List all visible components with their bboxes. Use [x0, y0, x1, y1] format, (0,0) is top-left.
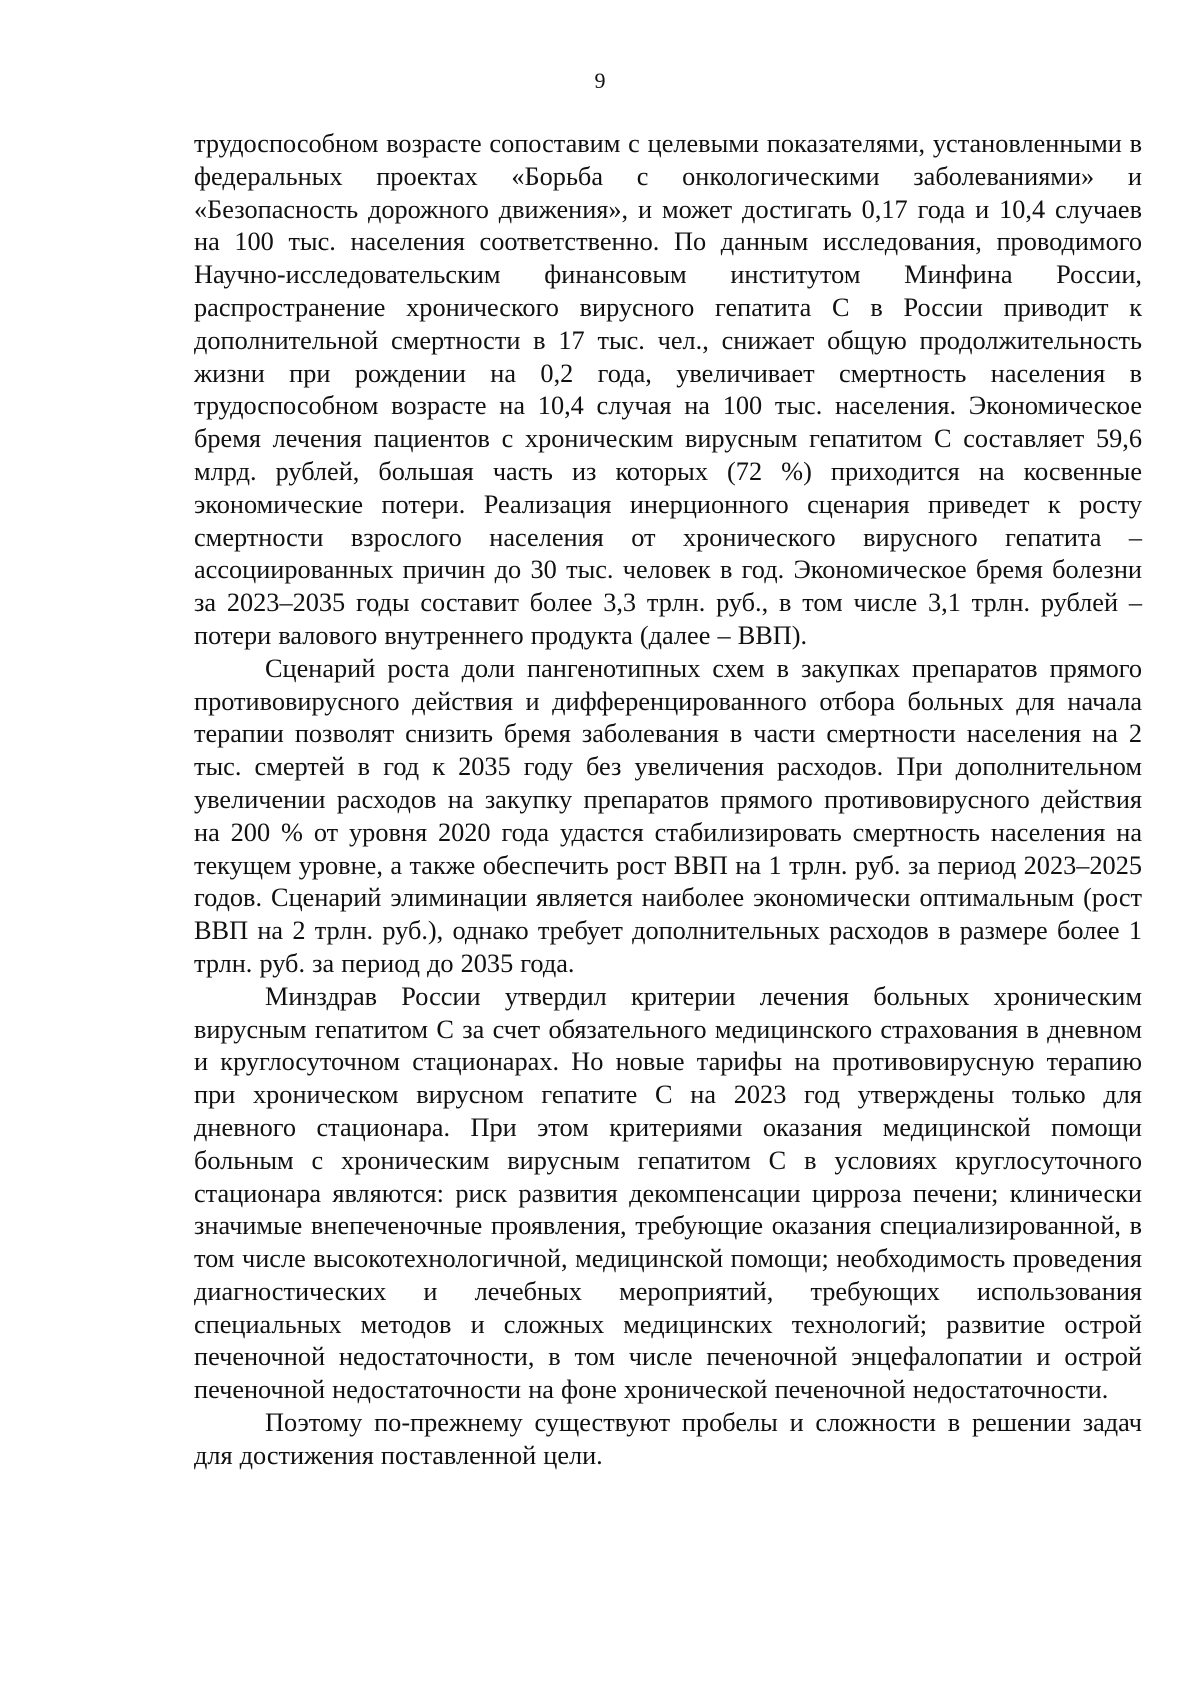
paragraph-continuation: трудоспособном возрасте сопоставим с целевыми показателями, установленными в федеральных проектах «Борьба с онкологическими заболеваниями» и «Безопасность дорожного движения», и может достигать 0,17 года и 10,4 случаев на 100 тыс. населения соответственно. По данным исследования, проводимого Научно-исследовательским финансовым институтом Минфина России, распространение хронического вирусного гепатита С в России приводит к дополнительной смертности в 17 тыс. чел., снижает общую продолжительность жизни при рождении на 0,2 года, увеличивает смертность населения в трудоспособном возрасте на 10,4 случая на 100 тыс. населения. Экономическое бремя лечения пациентов с хроническим вирусным гепатитом С составляет 59,6 млрд. рублей, большая часть из которых (72 %) приходится на косвенные экономические потери. Реализация инерционного сценария приведет к росту смертности взрослого населения от хронического вирусного гепатита – ассоциированных причин до 30 тыс. человек в год. Экономическое бремя болезни за 2023–2035 годы составит более 3,3 трлн. руб., в том числе 3,1 трлн. рублей – потери валового внутреннего продукта (далее – ВВП). — [194, 129, 1142, 650]
paragraph-scenarios: Сценарий роста доли пангенотипных схем в закупках препаратов прямого противовирусного действия и дифференцированного отбора больных для начала терапии позволят снизить бремя заболевания в части смертности населения на 2 тыс. смертей в год к 2035 году без увеличения расходов. При дополнительном увеличении расходов на закупку препаратов прямого противовирусного действия на 200 % от уровня 2020 года удастся стабилизировать смертность населения на текущем уровне, а также обеспечить рост ВВП на 1 трлн. руб. за период 2023–2025 годов. Сценарий элиминации является наиболее экономически оптимальным (рост ВВП на 2 трлн. руб.), однако требует дополнительных расходов в размере более 1 трлн. руб. за период до 2035 года. — [194, 653, 1142, 978]
page-number: 9 — [594, 68, 606, 93]
paragraph-conclusion: Поэтому по-прежнему существуют пробелы и сложности в решении задач для достижения поставленной цели. — [194, 1408, 1142, 1470]
paragraph-treatment-criteria: Минздрав России утвердил критерии лечения больных хроническим вирусным гепатитом С за счет обязательного медицинского страхования в дневном и круглосуточном стационарах. Но новые тарифы на противовирусную терапию при хроническом вирусном гепатите С на 2023 год утверждены только для дневного стационара. При этом критериями оказания медицинской помощи больным с хроническим вирусным гепатитом С в условиях круглосуточного стационара являются: риск развития декомпенсации цирроза печени; клинически значимые внепеченочные проявления, требующие оказания специализированной, в том числе высокотехнологичной, медицинской помощи; необходимость проведения диагностических и лечебных мероприятий, требующих использования специальных методов и сложных медицинских технологий; развитие острой печеночной недостаточности, в том числе печеночной энцефалопатии и острой печеночной недостаточности на фоне хронической печеночной недостаточности. — [194, 981, 1142, 1405]
body-text — [194, 128, 1142, 1473]
